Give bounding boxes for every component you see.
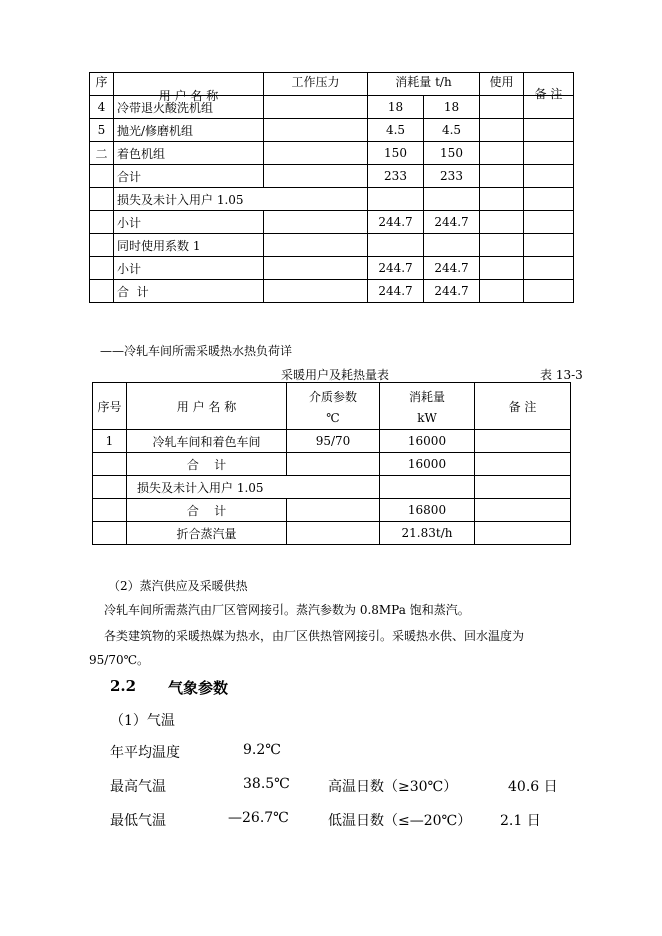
high-days-value: 40.6 日 [508, 779, 558, 795]
cell [475, 499, 571, 522]
cell [475, 476, 571, 499]
cell [480, 257, 524, 280]
header-param-label: 介质参数 [308, 389, 357, 404]
cell [90, 165, 114, 188]
cell [524, 257, 574, 280]
table-row [93, 453, 571, 476]
min-temp-value: —26.7℃ [228, 810, 289, 826]
cell [264, 142, 368, 165]
header-user-name: 用 户 名 称 [114, 73, 264, 96]
table-row [90, 119, 574, 142]
cell [264, 257, 368, 280]
cell [287, 453, 380, 476]
cell: 损失及未计入用户 1.05 [127, 476, 380, 499]
cell: 18 [424, 96, 480, 119]
cell: 5 [90, 119, 114, 142]
section-title: 气象参数 [168, 679, 229, 697]
cell [90, 211, 114, 234]
cell [475, 522, 571, 545]
paragraph-heating: 各类建筑物的采暖热媒为热水，由厂区供热管网接引。采暖热水供、回水温度为 [104, 629, 525, 643]
cell: 冷带退火酸洗机组 [114, 96, 264, 119]
cell [524, 188, 574, 211]
table2-caption: 采暖用户及耗热量表 [281, 368, 390, 382]
cell [93, 499, 127, 522]
cell [264, 211, 368, 234]
cell [90, 257, 114, 280]
cell [524, 142, 574, 165]
cell [524, 165, 574, 188]
cell [480, 211, 524, 234]
cell: 1 [93, 430, 127, 453]
cell: 4.5 [424, 119, 480, 142]
cell: 小计 [114, 211, 264, 234]
cell: 合 计 [114, 280, 264, 303]
paragraph-steam: 冷轧车间所需蒸汽由厂区管网接引。蒸汽参数为 0.8MPa 饱和蒸汽。 [104, 603, 470, 617]
header-consumption-label: 消耗量 [408, 389, 445, 404]
table-header-row [90, 73, 574, 96]
cell: 着色机组 [114, 142, 264, 165]
table-row [93, 499, 571, 522]
cell: 合计 [114, 165, 264, 188]
cell [90, 188, 114, 211]
cell: 244.7 [368, 257, 424, 280]
avg-temp-label: 年平均温度 [110, 745, 180, 761]
cell [424, 188, 480, 211]
cell [264, 165, 368, 188]
cell [93, 476, 127, 499]
table-row [93, 522, 571, 545]
high-days-label: 高温日数（≥30℃） [328, 779, 458, 795]
low-days-value: 2.1 日 [500, 813, 541, 829]
header-remark: 备 注 [475, 383, 571, 430]
subsection-title: （1）气温 [110, 713, 175, 729]
cell [480, 280, 524, 303]
cell: 95/70 [287, 430, 380, 453]
table-row [90, 165, 574, 188]
avg-temp-value: 9.2℃ [243, 742, 281, 758]
table-row [93, 476, 571, 499]
header-consumption-unit: kW [417, 410, 437, 425]
cell [368, 234, 424, 257]
cell [287, 499, 380, 522]
cell [480, 188, 524, 211]
cell: 244.7 [424, 211, 480, 234]
cell [424, 234, 480, 257]
steam-consumption-table [89, 72, 574, 303]
cell: 21.83t/h [380, 522, 475, 545]
cell [380, 476, 475, 499]
cell [90, 234, 114, 257]
table-row [90, 142, 574, 165]
header-consumption [380, 383, 475, 430]
cell: 244.7 [424, 257, 480, 280]
table2-number: 表 13-3 [540, 368, 583, 382]
cell [93, 453, 127, 476]
table-header-row [93, 383, 571, 430]
cell [93, 522, 127, 545]
header-param-unit: ℃ [326, 410, 340, 425]
cell [264, 234, 368, 257]
cell [475, 453, 571, 476]
cell: 合 计 [127, 499, 287, 522]
cell: 16000 [380, 453, 475, 476]
cell: 244.7 [424, 280, 480, 303]
header-seq: 序 [90, 73, 114, 96]
header-consumption: 消耗量 t/h [368, 73, 480, 96]
cell [264, 119, 368, 142]
cell [524, 234, 574, 257]
cell [480, 234, 524, 257]
cell: 244.7 [368, 280, 424, 303]
cell: 233 [424, 165, 480, 188]
header-remark: 备 注 [524, 73, 574, 96]
section-line: ——冷轧车间所需采暖热水热负荷详 [100, 344, 293, 358]
cell [480, 142, 524, 165]
cell [524, 119, 574, 142]
cell [480, 96, 524, 119]
cell [480, 165, 524, 188]
header-usage: 使用 [480, 73, 524, 96]
cell: 抛光/修磨机组 [114, 119, 264, 142]
cell: 4.5 [368, 119, 424, 142]
max-temp-value: 38.5℃ [243, 776, 290, 792]
cell: 150 [368, 142, 424, 165]
cell [524, 280, 574, 303]
cell: 16000 [380, 430, 475, 453]
cell: 冷轧车间和着色车间 [127, 430, 287, 453]
cell: 16800 [380, 499, 475, 522]
cell: 折合蒸汽量 [127, 522, 287, 545]
header-param [287, 383, 380, 430]
heating-load-table [92, 382, 571, 545]
paragraph-heading: （2）蒸汽供应及采暖供热 [108, 579, 248, 593]
paragraph-temp: 95/70℃。 [89, 653, 150, 667]
cell: 150 [424, 142, 480, 165]
table-row [90, 280, 574, 303]
header-pressure: 工作压力 [264, 73, 368, 96]
cell: 18 [368, 96, 424, 119]
table-row [93, 430, 571, 453]
header-seq: 序号 [93, 383, 127, 430]
cell: 损失及未计入用户 1.05 [114, 188, 368, 211]
table-row [90, 211, 574, 234]
cell: 244.7 [368, 211, 424, 234]
cell: 合 计 [127, 453, 287, 476]
cell [480, 119, 524, 142]
header-user-name: 用 户 名 称 [127, 383, 287, 430]
cell [287, 522, 380, 545]
table-row [90, 234, 574, 257]
min-temp-label: 最低气温 [110, 813, 166, 829]
cell: 233 [368, 165, 424, 188]
table-row [90, 257, 574, 280]
cell [368, 188, 424, 211]
section-number: 2.2 [110, 677, 137, 695]
low-days-label: 低温日数（≤—20℃） [328, 813, 472, 829]
cell [90, 280, 114, 303]
cell [475, 430, 571, 453]
table-row [90, 188, 574, 211]
cell: 小计 [114, 257, 264, 280]
cell [264, 96, 368, 119]
cell [524, 211, 574, 234]
cell: 4 [90, 96, 114, 119]
cell: 二 [90, 142, 114, 165]
max-temp-label: 最高气温 [110, 779, 166, 795]
cell: 同时使用系数 1 [114, 234, 264, 257]
cell [264, 280, 368, 303]
